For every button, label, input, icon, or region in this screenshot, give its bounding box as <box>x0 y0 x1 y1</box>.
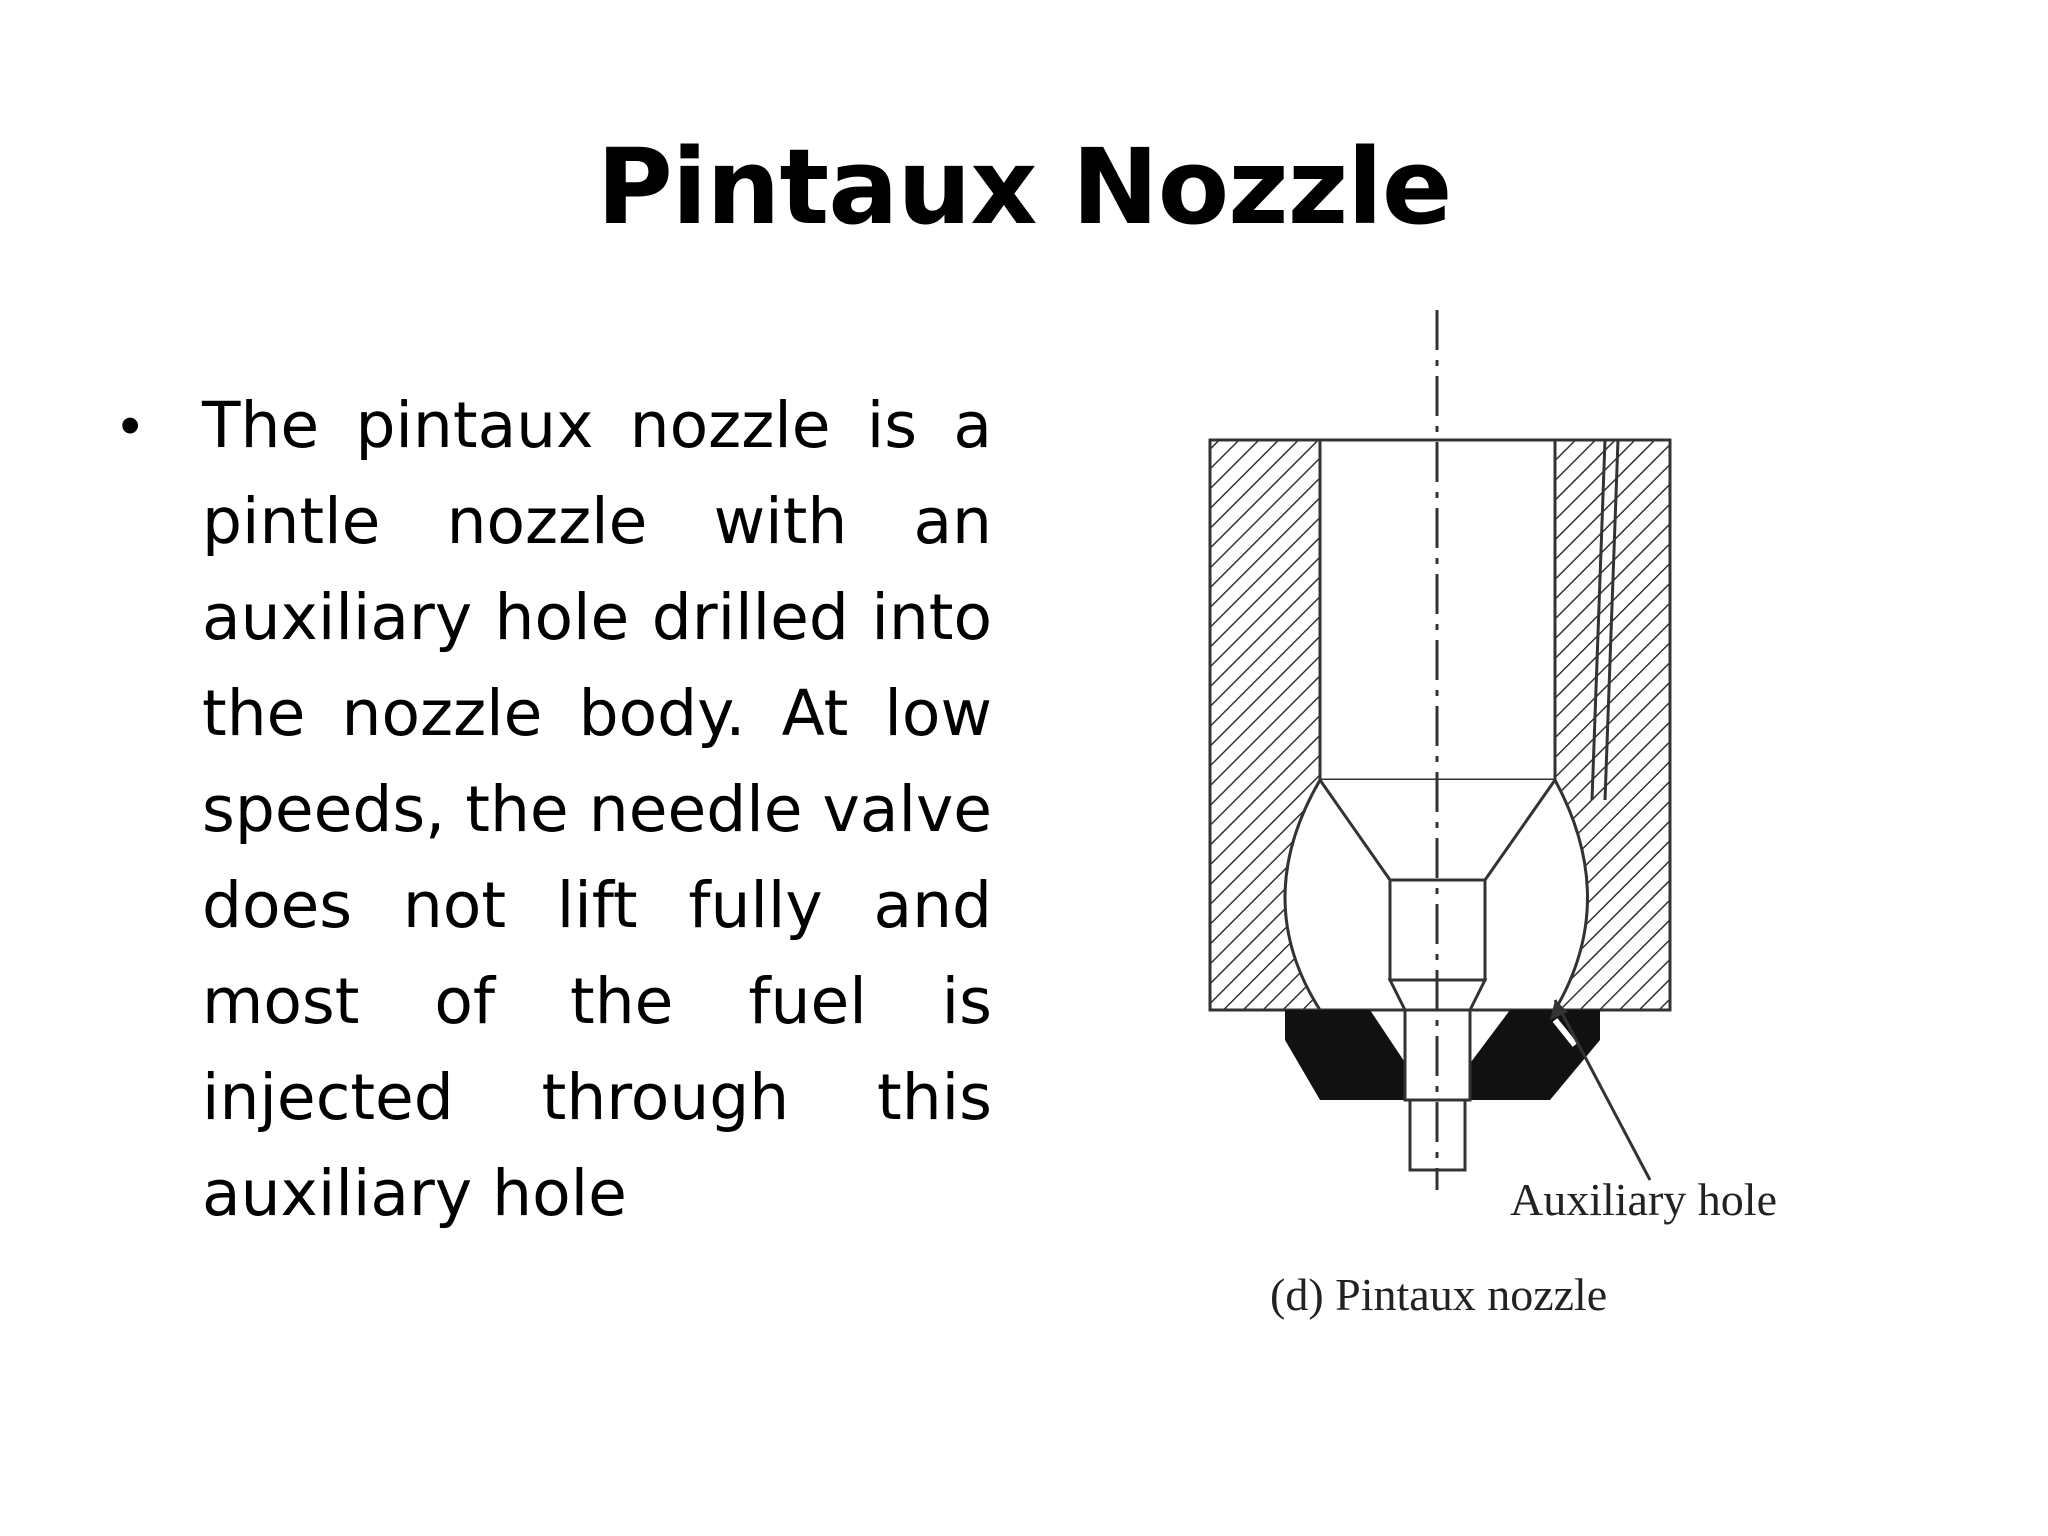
figure-caption: (d) Pintaux nozzle <box>1270 1269 1608 1320</box>
bullet-item <box>120 378 1000 1242</box>
nozzle-tip-right <box>1465 1010 1600 1100</box>
bullet-text: The pintaux nozzle is a pintle nozzle with an auxiliary hole drilled into the nozzle body. At low speeds, the needle valve does not lift fully and most of the fuel is injected through this auxiliary hole <box>202 389 992 1230</box>
auxiliary-hole-label: Auxiliary hole <box>1510 1174 1777 1225</box>
leader-line <box>1555 1000 1650 1180</box>
pintaux-nozzle-figure <box>1180 300 1800 1360</box>
nozzle-diagram-icon <box>1180 300 1800 1360</box>
bullet-list <box>120 378 1000 1242</box>
bullet-dot-icon: • <box>120 393 141 458</box>
slide-title: Pintaux Nozzle <box>596 126 1452 248</box>
nozzle-tip-left <box>1285 1010 1410 1100</box>
